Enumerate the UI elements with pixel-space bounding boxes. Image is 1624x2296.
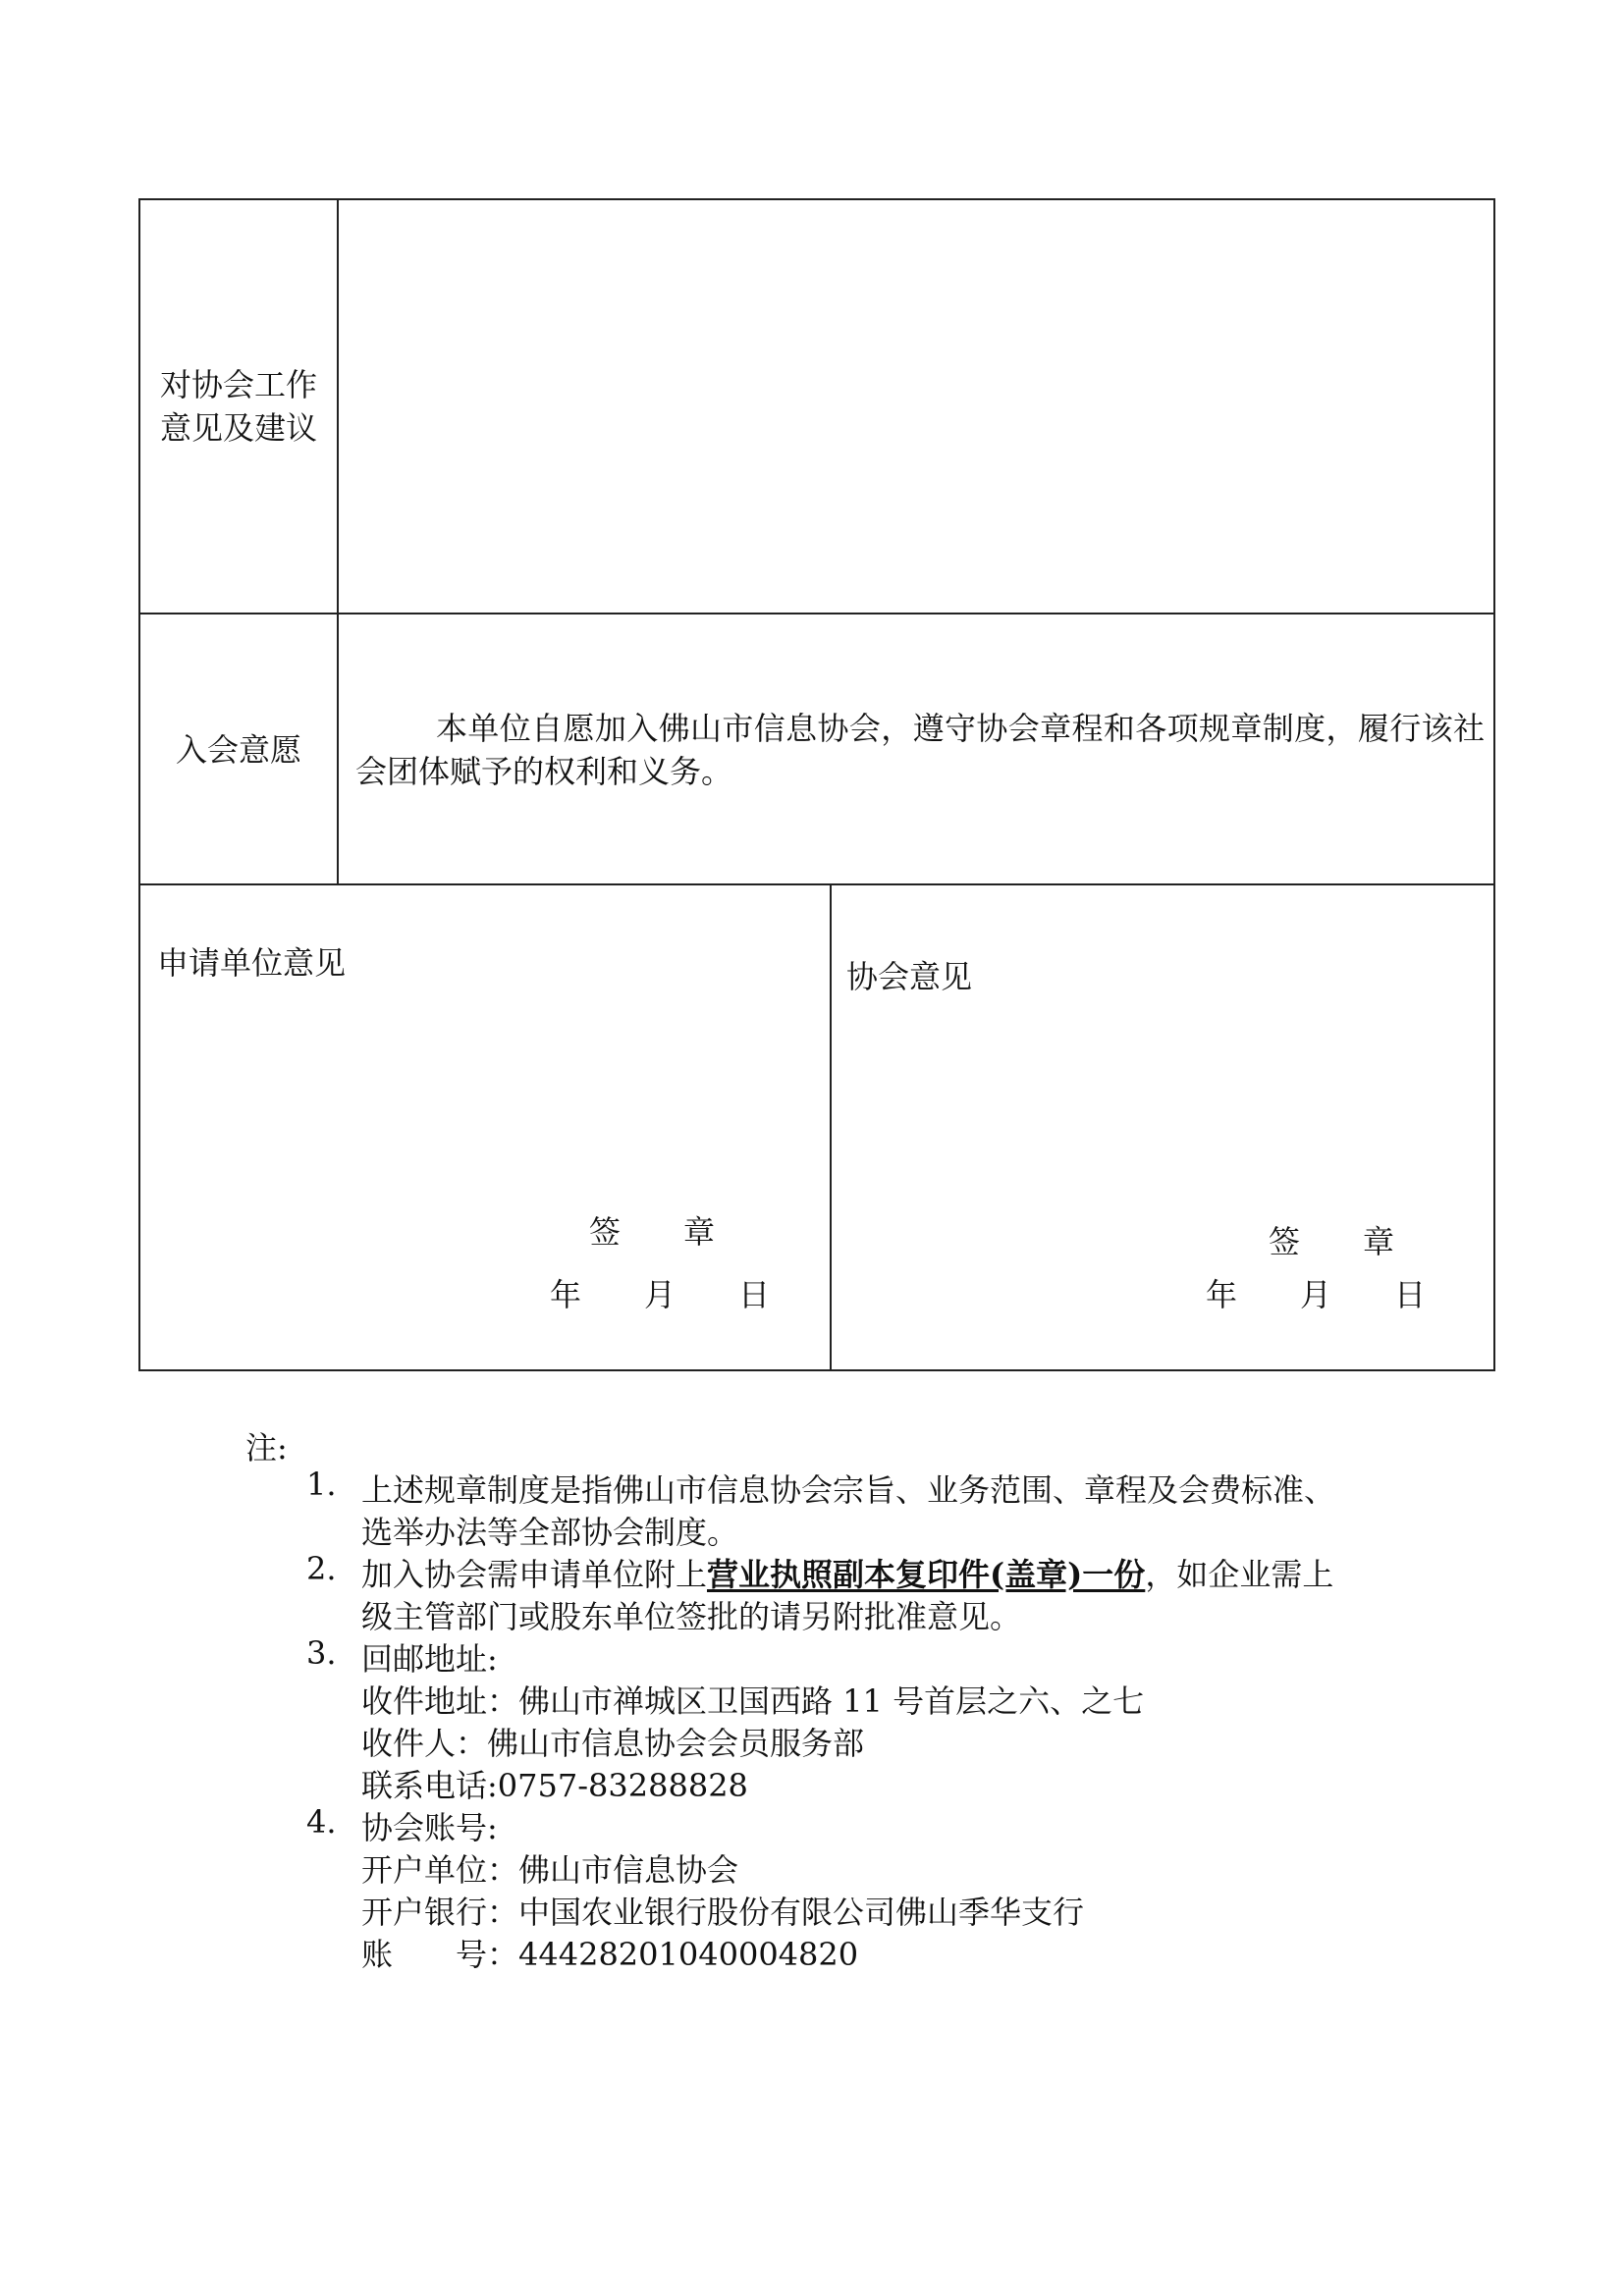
mailing-address: 收件地址：佛山市禅城区卫国西路 11 号首层之六、之七 — [361, 1682, 1145, 1720]
applicant-date-label: 年 月 日 — [550, 1276, 771, 1313]
applicant-signature-label: 签 章 — [589, 1213, 716, 1251]
association-opinion-title: 协会意见 — [846, 958, 973, 995]
note-number: 2. — [306, 1550, 337, 1587]
opinion-column-divider — [830, 883, 832, 1371]
suggestions-field[interactable] — [340, 201, 1492, 610]
note-line — [361, 1550, 1333, 1595]
note-text: 加入协会需申请单位附上 — [361, 1556, 708, 1593]
note-line: 回邮地址: — [361, 1640, 498, 1678]
notes-heading: 注: — [245, 1429, 288, 1467]
note-number: 3. — [306, 1634, 337, 1672]
bank-name: 开户银行：中国农业银行股份有限公司佛山季华支行 — [361, 1894, 1085, 1931]
business-license-requirement: 营业执照副本复印件(盖章)一份 — [707, 1556, 1146, 1593]
note-text: ，如企业需上 — [1145, 1556, 1334, 1593]
association-opinion-field[interactable] — [835, 995, 1492, 1201]
suggestions-label — [140, 363, 337, 450]
applicant-opinion-title: 申请单位意见 — [157, 944, 347, 982]
note-line: 选举办法等全部协会制度。 — [361, 1514, 739, 1551]
applicant-opinion-field[interactable] — [142, 982, 820, 1198]
contact-phone: 联系电话:0757-83288828 — [361, 1767, 748, 1804]
note-line: 上述规章制度是指佛山市信息协会宗旨、业务范围、章程及会费标准、 — [361, 1471, 1336, 1509]
association-signature-label: 签 章 — [1269, 1223, 1395, 1260]
association-date-label: 年 月 日 — [1206, 1276, 1427, 1313]
account-number: 账 号：44428201040004820 — [361, 1936, 859, 1973]
recipient: 收件人：佛山市信息协会会员服务部 — [361, 1725, 865, 1762]
row-divider-1 — [140, 613, 1495, 614]
suggestions-label-line1: 对协会工作 — [159, 366, 317, 403]
row-divider-2 — [140, 883, 1495, 885]
membership-intent-label: 入会意愿 — [175, 731, 301, 769]
note-number: 1. — [306, 1466, 337, 1503]
label-column-divider — [337, 200, 339, 885]
note-line: 级主管部门或股东单位签批的请另附批准意见。 — [361, 1598, 1022, 1635]
account-holder: 开户单位：佛山市信息协会 — [361, 1851, 739, 1889]
membership-intent-text: 本单位自愿加入佛山市信息协会，遵守协会章程和各项规章制度，履行该社会团体赋予的权利和义务。 — [355, 710, 1485, 790]
note-number: 4. — [306, 1803, 337, 1841]
suggestions-label-line2: 意见及建议 — [159, 409, 317, 447]
note-line: 协会账号: — [361, 1809, 498, 1846]
